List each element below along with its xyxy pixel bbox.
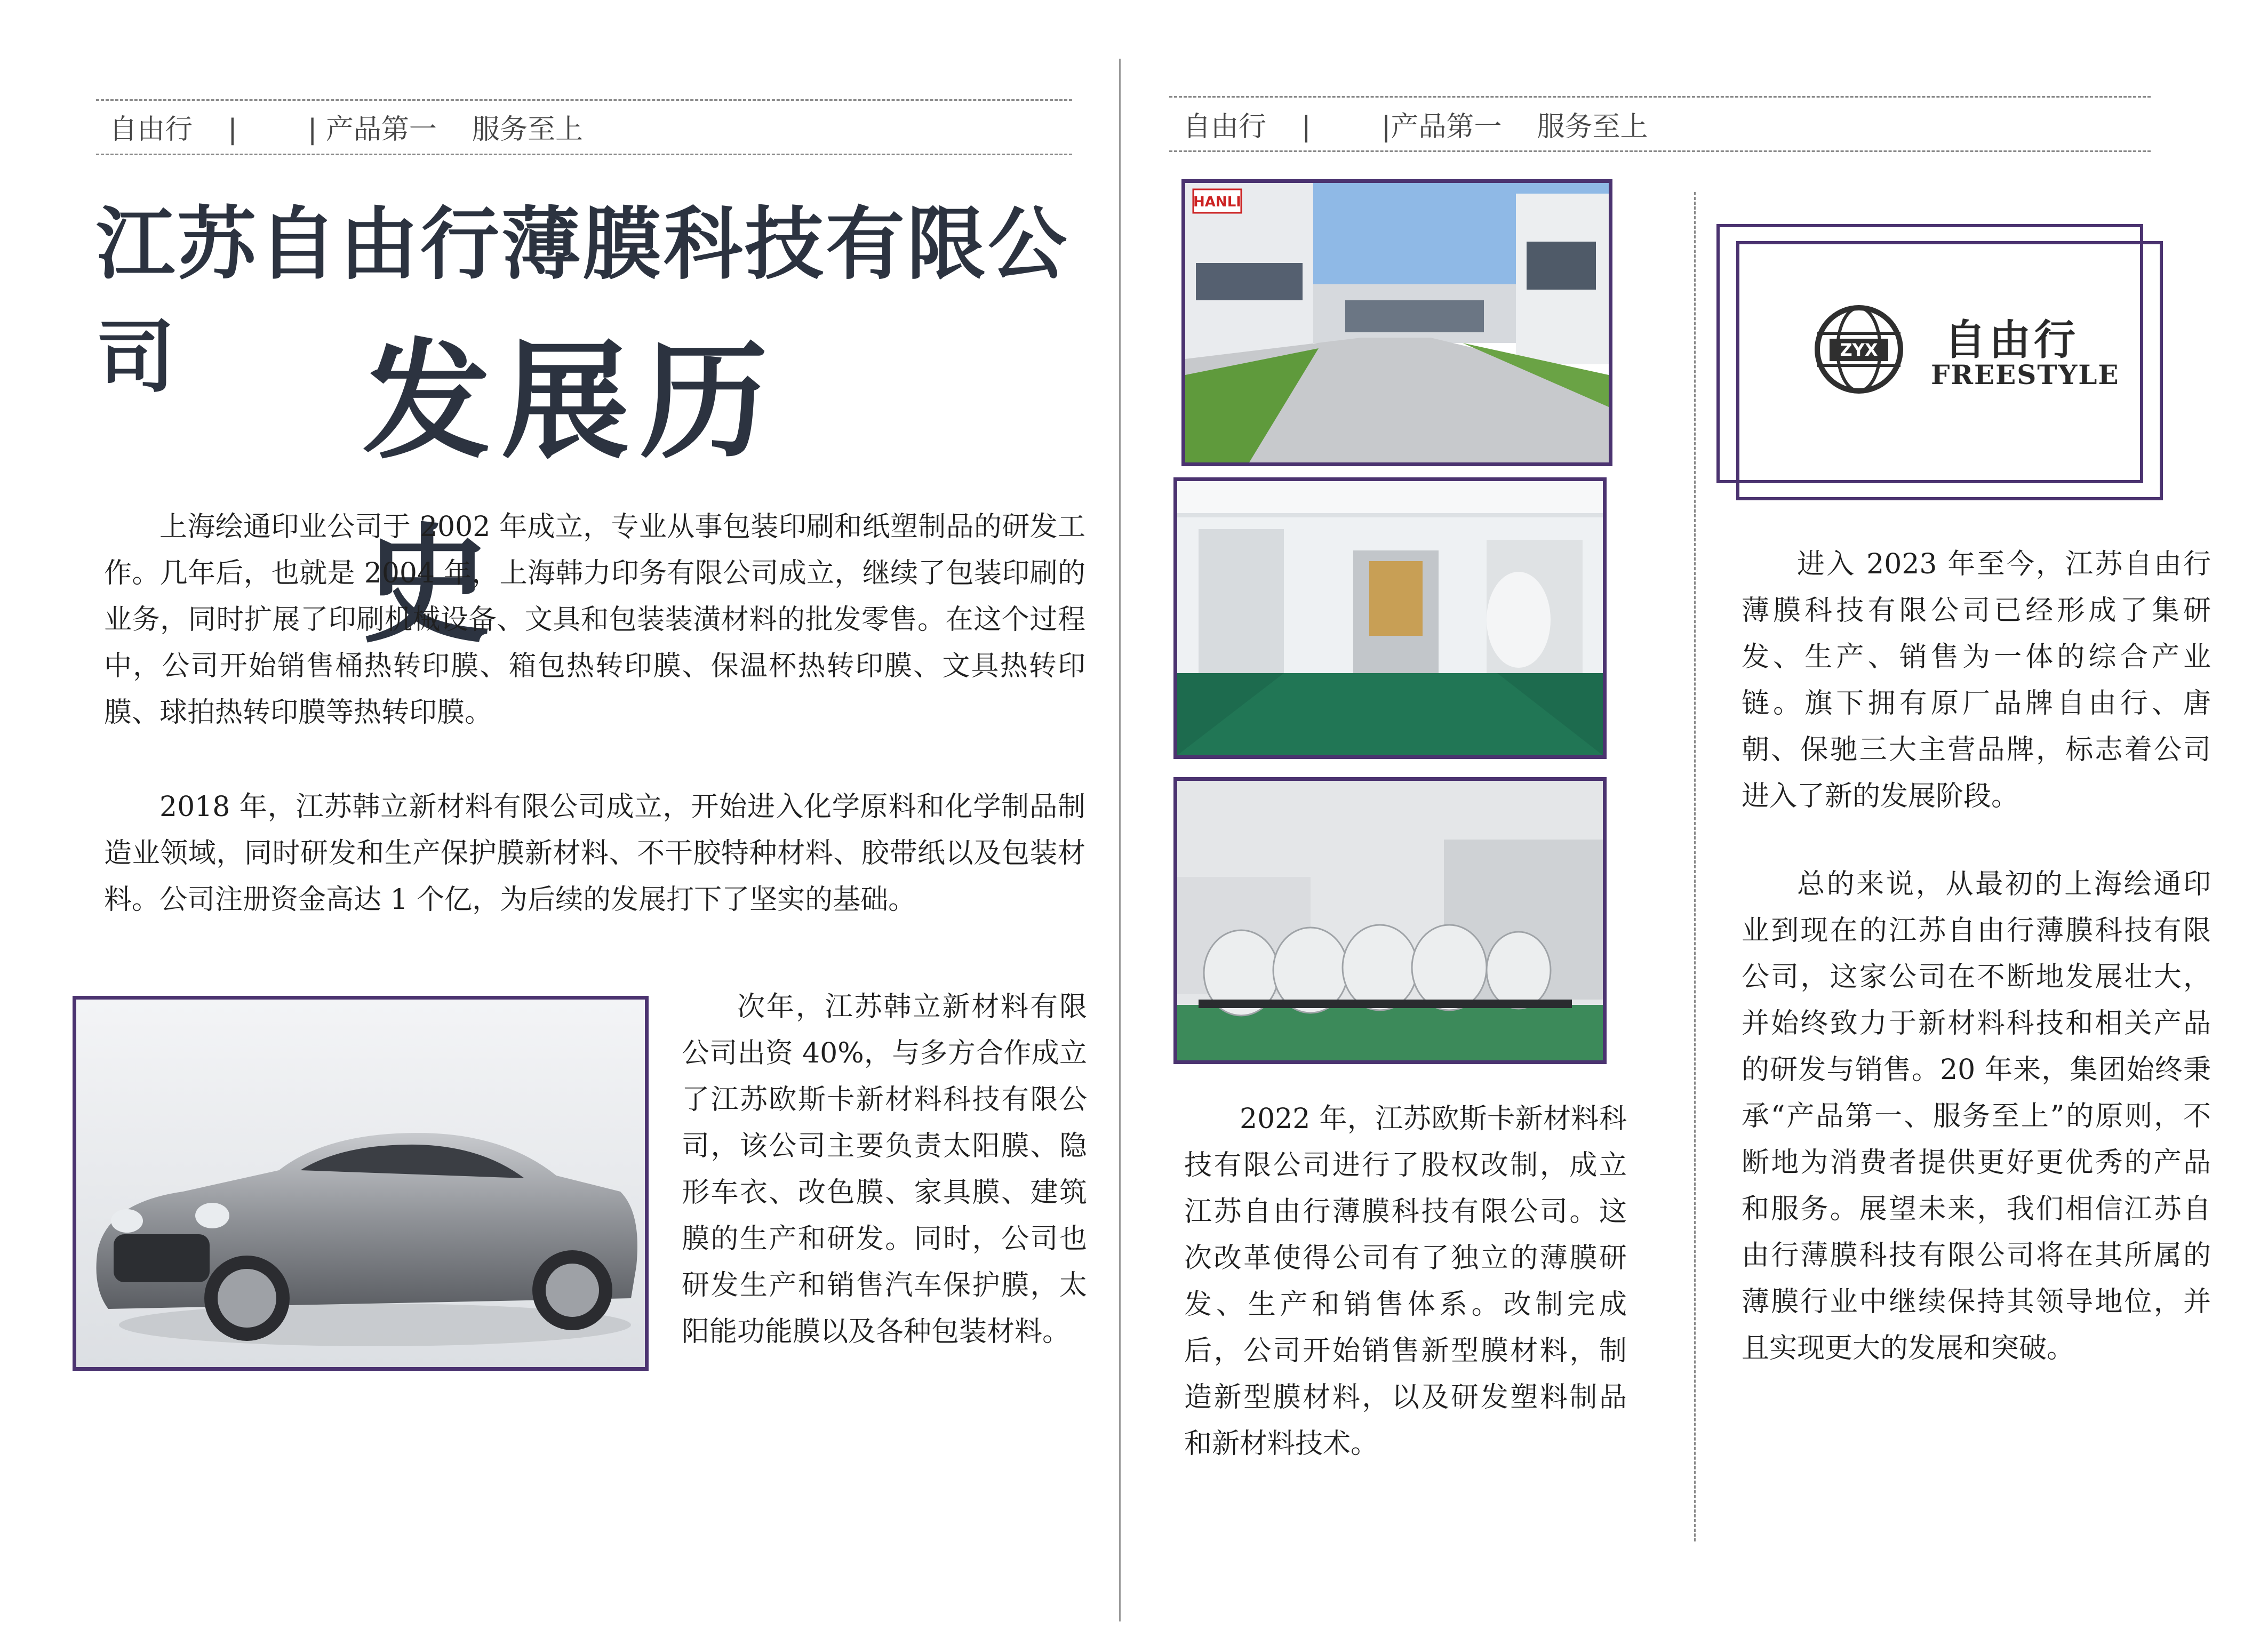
building-sign-text: HANLI [1193,194,1241,210]
paragraph-2023: 进入 2023 年至今，江苏自由行薄膜科技有限公司已经形成了集研发、生产、销售为一体的综合产业链。旗下拥有原厂品牌自由行、唐朝、保驰三大主营品牌，标志着公司进入了新的发展阶段。 [1742,548,2211,812]
right-column-divider [1694,192,1696,1541]
logo-name-en: FREESTYLE [1931,359,2120,390]
section-title: 发展历史 [363,327,779,660]
logo-name-cn: 自由行 [1944,316,2079,364]
history-paragraph-3: 次年，江苏韩立新材料有限公司出资 40%，与多方合作成立了江苏欧斯卡新材料科技有限公司，该公司主要负责太阳膜、隐形车衣、改色膜、家具膜、建筑膜的生产和研发。同时，公司也研发生产和销售汽车保护膜，太阳能功能膜以及各种包装材料。 [682,991,1087,1348]
left-header-top-rule [96,99,1072,101]
car-image [76,1000,645,1367]
clean-room-photo [1173,477,1607,759]
film-rolls-image [1177,781,1603,1060]
left-header-bottom-rule [96,154,1072,155]
right-header-text: 自由行 | |产品第一 服务至上 [1183,111,1648,143]
logo-mark-text: ZYX [1840,340,1878,360]
right-header-bottom-rule [1169,150,2151,152]
car-photo [73,996,649,1371]
clean-room-image [1177,481,1603,755]
page-divider [1119,59,1121,1621]
history-paragraph-1: 上海绘通印业公司于 2002 年成立，专业从事包装印刷和纸塑制品的研发工作。几年后，也就是 2004 年，上海韩力印务有限公司成立，继续了包装印刷的业务，同时扩展了印刷机械设备、文具和包装装潢材料的批发零售。在这个过程中，公司开始销售桶热转印膜、箱包热转印膜、保温杯热转印膜、文具热转印膜、球拍热转印膜等热转印膜。 [104,511,1085,729]
factory-building-photo [1181,179,1612,466]
right-header-top-rule [1169,96,2151,98]
company-logo [1811,301,2142,397]
company-title: 江苏自由行薄膜科技有限公司 [96,198,1069,403]
building-image [1185,183,1609,462]
history-paragraph-2: 2018 年，江苏韩立新材料有限公司成立，开始进入化学原料和化学制品制造业领域，同时研发和生产保护膜新材料、不干胶特种材料、胶带纸以及包装材料。公司注册资金高达 1 个亿，为后续的发展打下了坚实的基础。 [104,791,1085,916]
film-rolls-photo [1173,777,1607,1064]
paragraph-summary: 总的来说，从最初的上海绘通印业到现在的江苏自由行薄膜科技有限公司，这家公司在不断地发展壮大，并始终致力于新材料科技和相关产品的研发与销售。20 年来，集团始终秉承“产品第一、服务至上”的原则，不断地为消费者提供更好更优秀的产品和服务。展望未来，我们相信江苏自由行薄膜科技有限公司将在其所属的薄膜行业中继续保持其领导地位，并且实现更大的发展和突破。 [1742,868,2211,1364]
paragraph-2022: 2022 年，江苏欧斯卡新材料科技有限公司进行了股权改制，成立江苏自由行薄膜科技有限公司。这次改革使得公司有了独立的薄膜研发、生产和销售体系。改制完成后，公司开始销售新型膜材料，制造新型膜材料，以及研发塑料制品和新材料技术。 [1184,1103,1627,1460]
left-header-text: 自由行 | | 产品第一 服务至上 [109,114,584,146]
